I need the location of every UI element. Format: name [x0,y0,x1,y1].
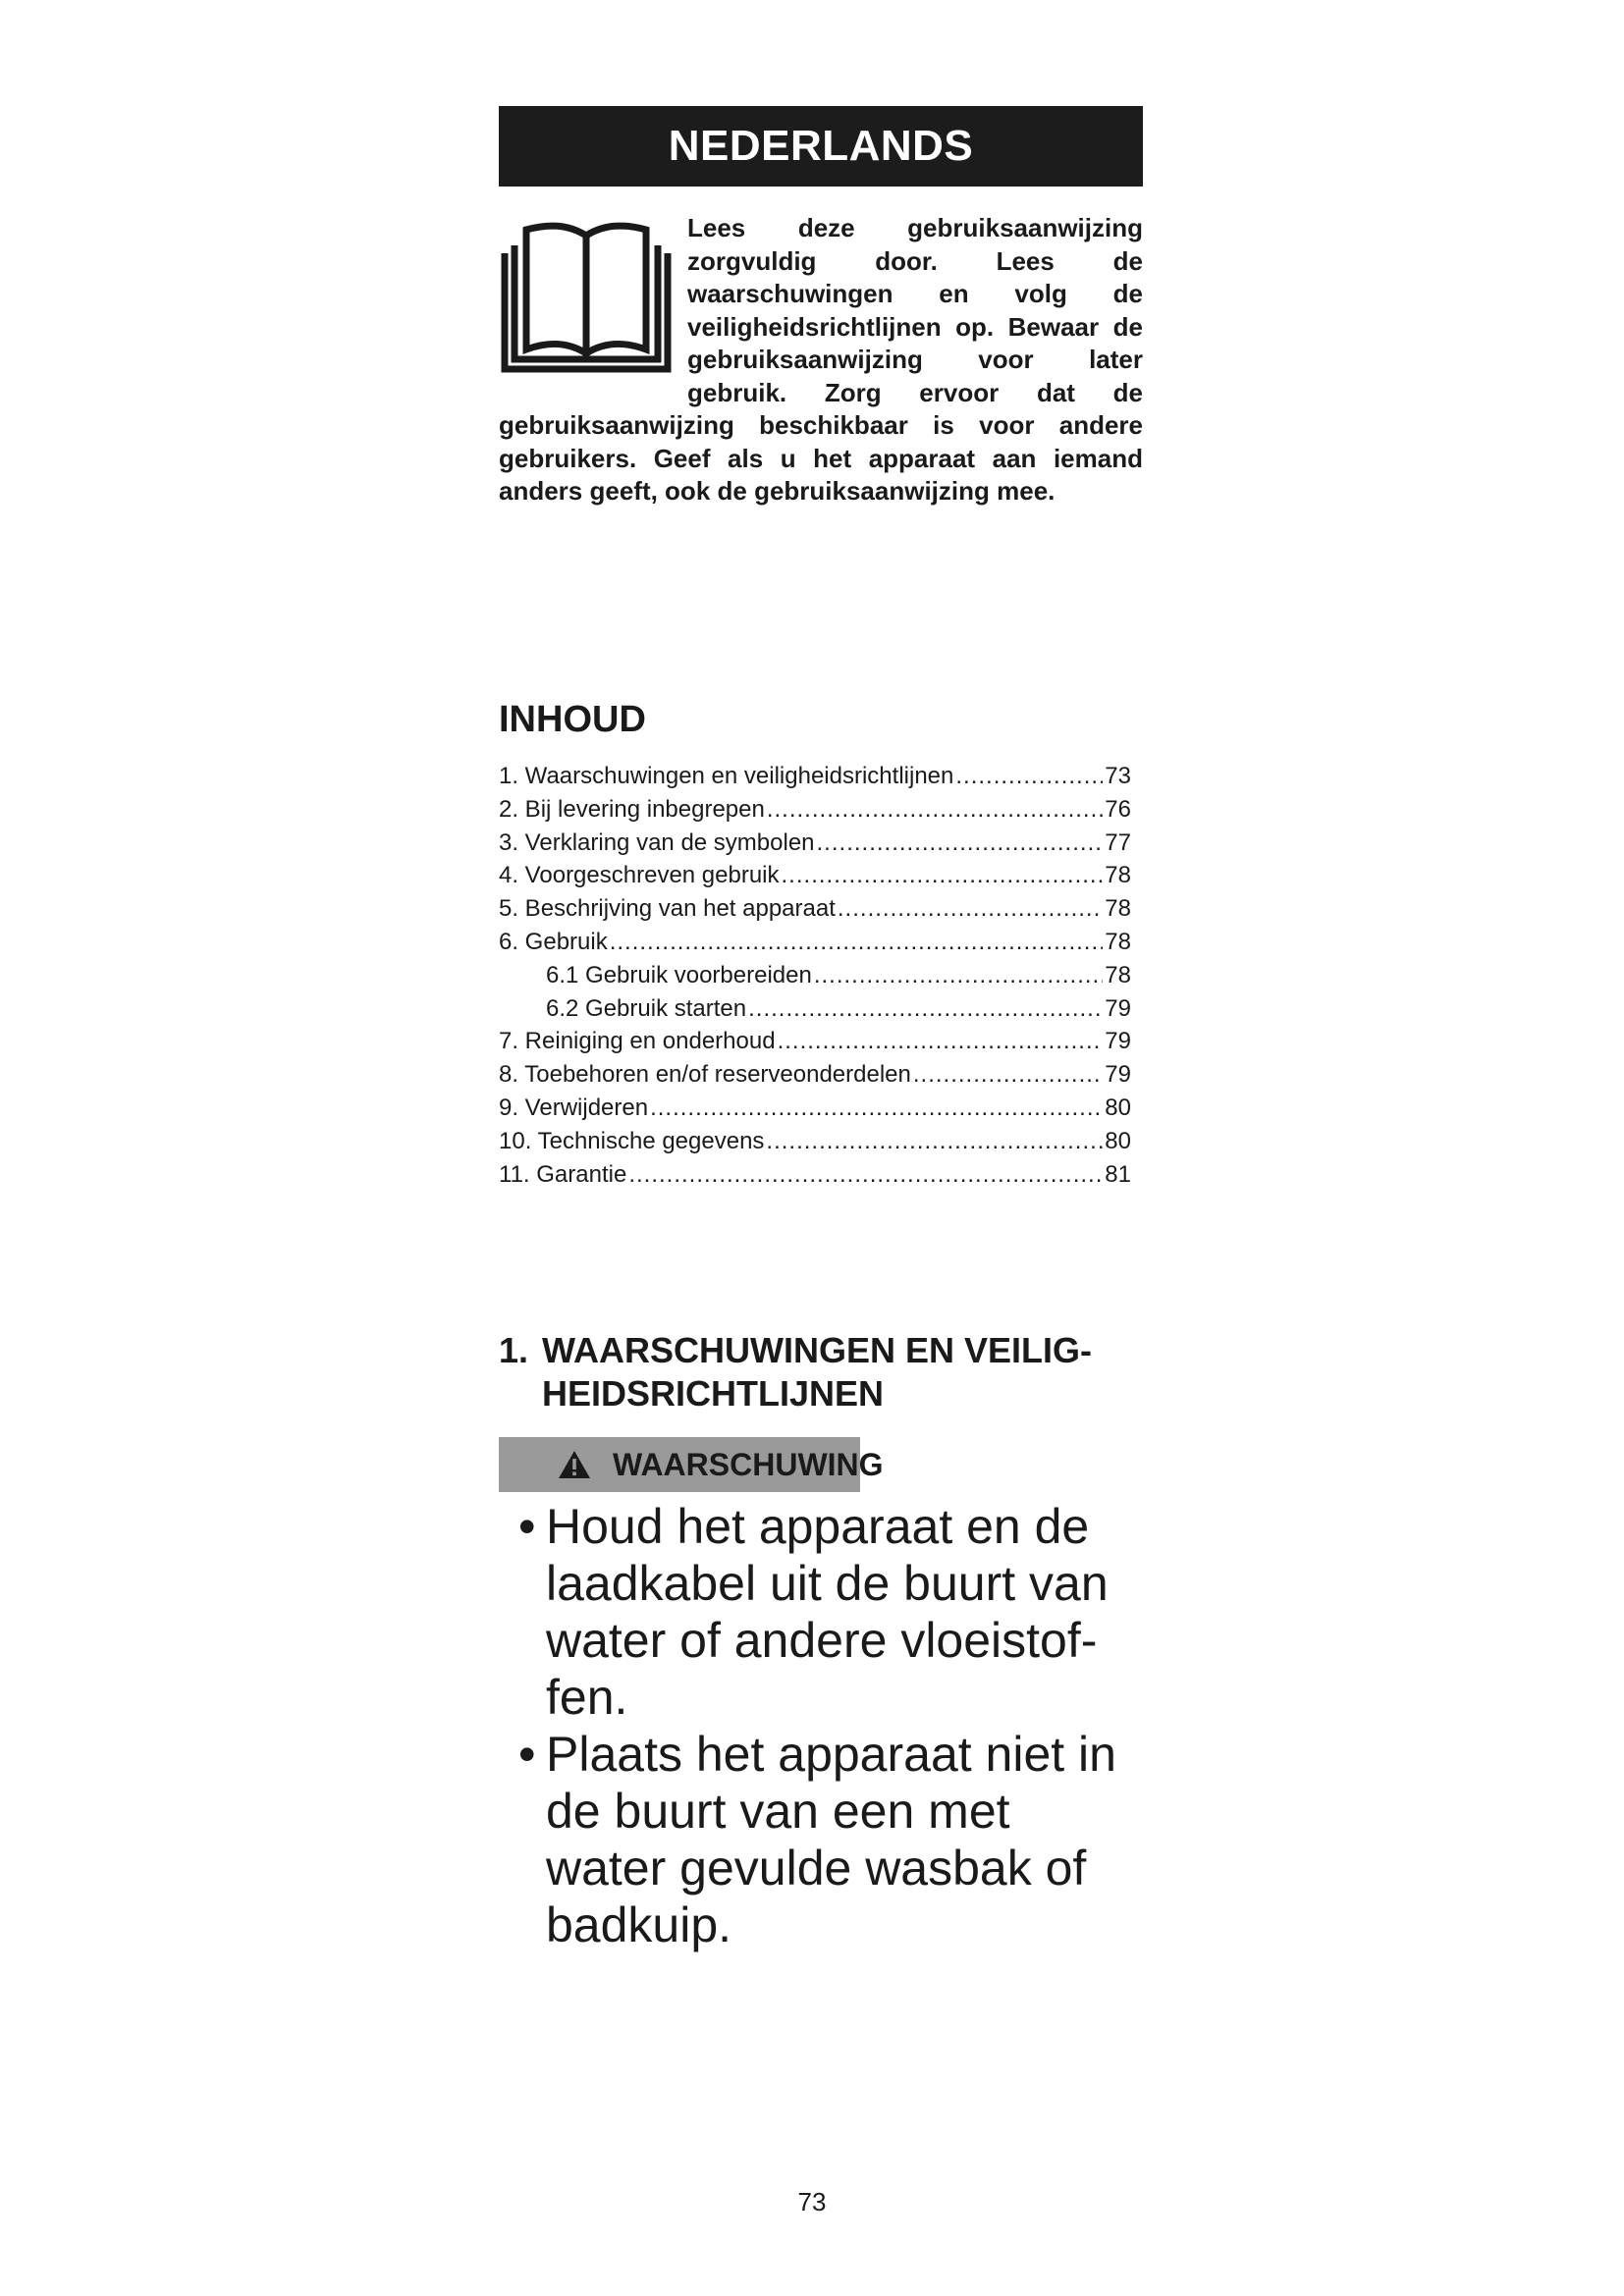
toc-item-label: 10. Technische gegevens [499,1127,765,1154]
toc-item-page: 78 [1105,928,1131,955]
language-title: NEDERLANDS [668,122,974,170]
toc-item-label: 11. Garantie [499,1160,627,1188]
warning-item [518,1726,1127,1953]
section-title-line1: WAARSCHUWINGEN EN VEILIG- [542,1330,1093,1370]
section-heading [499,1329,1147,1415]
toc-leader [748,992,1103,1026]
toc-leader [814,959,1103,992]
toc-leader [766,1125,1103,1158]
toc-item-page: 79 [1105,1028,1131,1055]
toc-item-label: 1. Waarschuwingen en veiligheidsrichtlijnen [499,763,954,789]
toc-item-page: 77 [1105,828,1131,856]
toc-item [499,892,1131,926]
toc-item [499,1025,1131,1058]
toc-item-label: 6.2 Gebruik starten [546,994,747,1022]
warning-item-text: Plaats het apparaat niet in de buurt van een met water gevulde wasbak of badkuip. [546,1727,1116,1952]
toc-item-label: 9. Verwijderen [499,1094,649,1121]
toc-item [499,827,1131,860]
page-number: 73 [797,2187,827,2216]
section-title-line2: HEIDSRICHTLIJNEN [542,1373,885,1414]
toc-leader [778,1025,1104,1058]
toc-item [499,760,1131,793]
toc-item [499,859,1131,892]
toc-item-page: 78 [1105,862,1131,889]
toc-leader [817,827,1104,860]
warning-label-group [558,1442,884,1487]
toc-leader [767,793,1103,827]
warning-item-text: Houd het apparaat en de laadkabel uit de buurt van water of andere vloeistof-fen. [546,1499,1109,1725]
toc-item [499,1158,1131,1192]
toc-item-label: 5. Beschrijving van het apparaat [499,895,836,923]
toc-item [499,926,1131,959]
toc-item-page: 79 [1105,1061,1131,1089]
toc-item [499,1092,1131,1125]
warning-list [518,1498,1127,1953]
toc-item-page: 78 [1105,961,1131,988]
toc-item-label: 7. Reiniging en onderhoud [499,1028,776,1055]
toc-title: INHOUD [499,699,646,740]
toc-item [499,793,1131,827]
bullet-dot: • [518,1499,536,1554]
toc-item-label: 4. Voorgeschreven gebruik [499,862,780,889]
toc-leader [650,1092,1103,1125]
intro-block [499,212,1143,508]
intro-text: Lees deze gebruiksaanwijzing zorgvuldig door. Lees de waarschuwingen en volg de veiligheidsrichtlijnen op. Bewaar de gebruiksaanwijzing voor later gebruik. Zorg ervoor dat de gebruiksaanwijzing beschikbaar is voor andere gebruikers. Geef als u het apparaat aan iemand anders geeft, ook de gebruiksaanwijzing mee. [499,213,1143,506]
table-of-contents [499,760,1131,1191]
toc-item-page: 81 [1105,1160,1131,1188]
toc-item-page: 80 [1105,1094,1131,1121]
bullet-dot: • [518,1727,536,1782]
toc-item-page: 76 [1105,795,1131,823]
warning-item [518,1498,1127,1726]
language-banner [499,106,1143,187]
warning-triangle-icon [558,1450,591,1479]
toc-item-label: 8. Toebehoren en/of reserveonderdelen [499,1061,911,1089]
toc-item-label: 3. Verklaring van de symbolen [499,828,815,856]
warning-label: WAARSCHUWING [613,1446,884,1482]
toc-subitem [499,959,1131,992]
toc-item-page: 73 [1105,763,1131,789]
toc-leader [628,1158,1103,1192]
toc-item [499,1125,1131,1158]
toc-subitem [499,992,1131,1026]
toc-leader [913,1058,1103,1092]
toc-item-label: 2. Bij levering inbegrepen [499,795,765,823]
section-number: 1. [499,1330,529,1370]
open-book-icon [499,216,674,375]
toc-item-label: 6. Gebruik [499,928,608,955]
toc-leader [782,859,1104,892]
toc-leader [610,926,1104,959]
toc-item-label: 6.1 Gebruik voorbereiden [546,961,812,988]
toc-item [499,1058,1131,1092]
toc-item-page: 78 [1105,895,1131,923]
toc-leader [838,892,1103,926]
toc-item-page: 79 [1105,994,1131,1022]
toc-item-page: 80 [1105,1127,1131,1154]
toc-leader [955,760,1103,793]
